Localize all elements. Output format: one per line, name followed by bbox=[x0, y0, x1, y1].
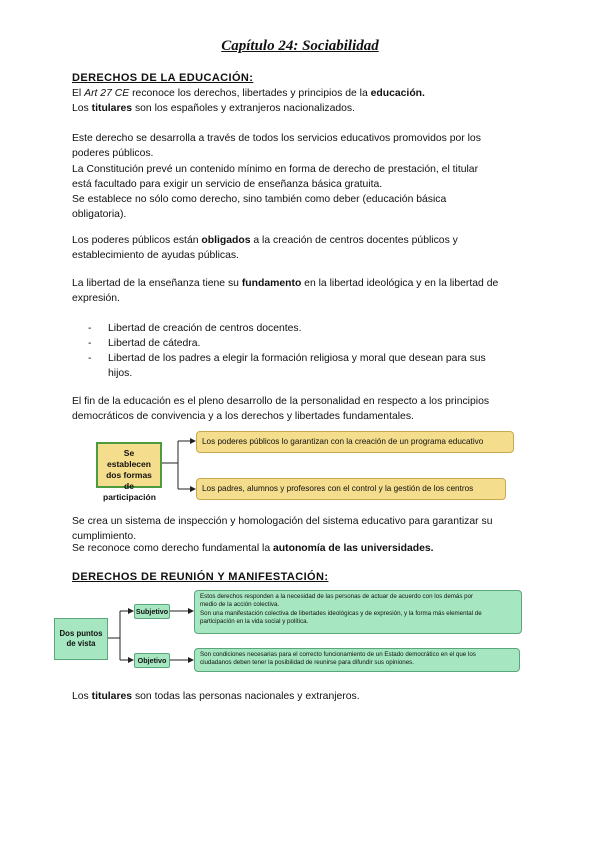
section-heading-educacion: DERECHOS DE LA EDUCACIÓN: bbox=[72, 72, 254, 84]
paragraph-fundamento: La libertad de la enseñanza tiene su fundamento en la libertad ideológica y en la libertad de expresión. bbox=[72, 278, 499, 305]
paragraph-titulares-reunion: Los titulares son todas las personas nacionales y extranjeros. bbox=[72, 691, 360, 702]
subjetivo-label: Subjetivo bbox=[134, 604, 170, 619]
participation-branch-poderes: Los poderes públicos lo garantizan con la creación de un programa educativo bbox=[196, 431, 514, 453]
viewpoints-label: Dos puntos de vista bbox=[54, 618, 108, 660]
paragraph-art27: El Art 27 CE reconoce los derechos, libertades y principios de la educación. bbox=[72, 88, 425, 99]
paragraph-fin-educacion: El fin de la educación es el pleno desarrollo de la personalidad en respecto a los principios democráticos de convivencia y a los derechos y libertades fundamentales. bbox=[72, 396, 490, 423]
paragraph-titulares: Los titulares son los españoles y extranjeros nacionalizados. bbox=[72, 103, 356, 114]
participation-branch-padres: Los padres, alumnos y profesores con el control y la gestión de los centros bbox=[196, 478, 506, 500]
objetivo-description: Son condiciones necesarias para el correcto funcionamiento de un Estado democrático en el que los ciudadanos deben tener la posibilidad de reunirse para difundir sus opiniones. bbox=[194, 648, 520, 672]
paragraph-desarrollo: Este derecho se desarrolla a través de todos los servicios educativos promovidos por los poderes públicos. La Constitución prevé un contenido mínimo en forma de derecho de prestación, el titular está facultado para exigir un servicio de enseñanza básica gratuita. Se establece no sólo como derecho, sino también como deber (educación básica obligatoria). bbox=[72, 133, 481, 221]
paragraph-autonomia: Se reconoce como derecho fundamental la autonomía de las universidades. bbox=[72, 543, 434, 554]
paragraph-obligados: Los poderes públicos están obligados a la creación de centros docentes públicos y establecimiento de ayudas públicas. bbox=[72, 235, 458, 262]
subjetivo-description: Estos derechos responden a la necesidad de las personas de actuar de acuerdo con los demás por medio de la acción colectiva. Son una manifestación colectiva de libertades ideológicas y de expresión, y la forma más elemental de participación en la vida social y política. bbox=[194, 590, 522, 634]
page-title: Capítulo 24: Sociabilidad bbox=[221, 38, 379, 54]
objetivo-label: Objetivo bbox=[134, 653, 170, 668]
paragraph-inspeccion: Se crea un sistema de inspección y homologación del sistema educativo para garantizar su cumplimiento. bbox=[72, 516, 493, 543]
section-heading-reunion: DERECHOS DE REUNIÓN Y MANIFESTACIÓN: bbox=[72, 571, 329, 583]
participation-label: Se establecen dos formas de participación bbox=[96, 442, 162, 488]
